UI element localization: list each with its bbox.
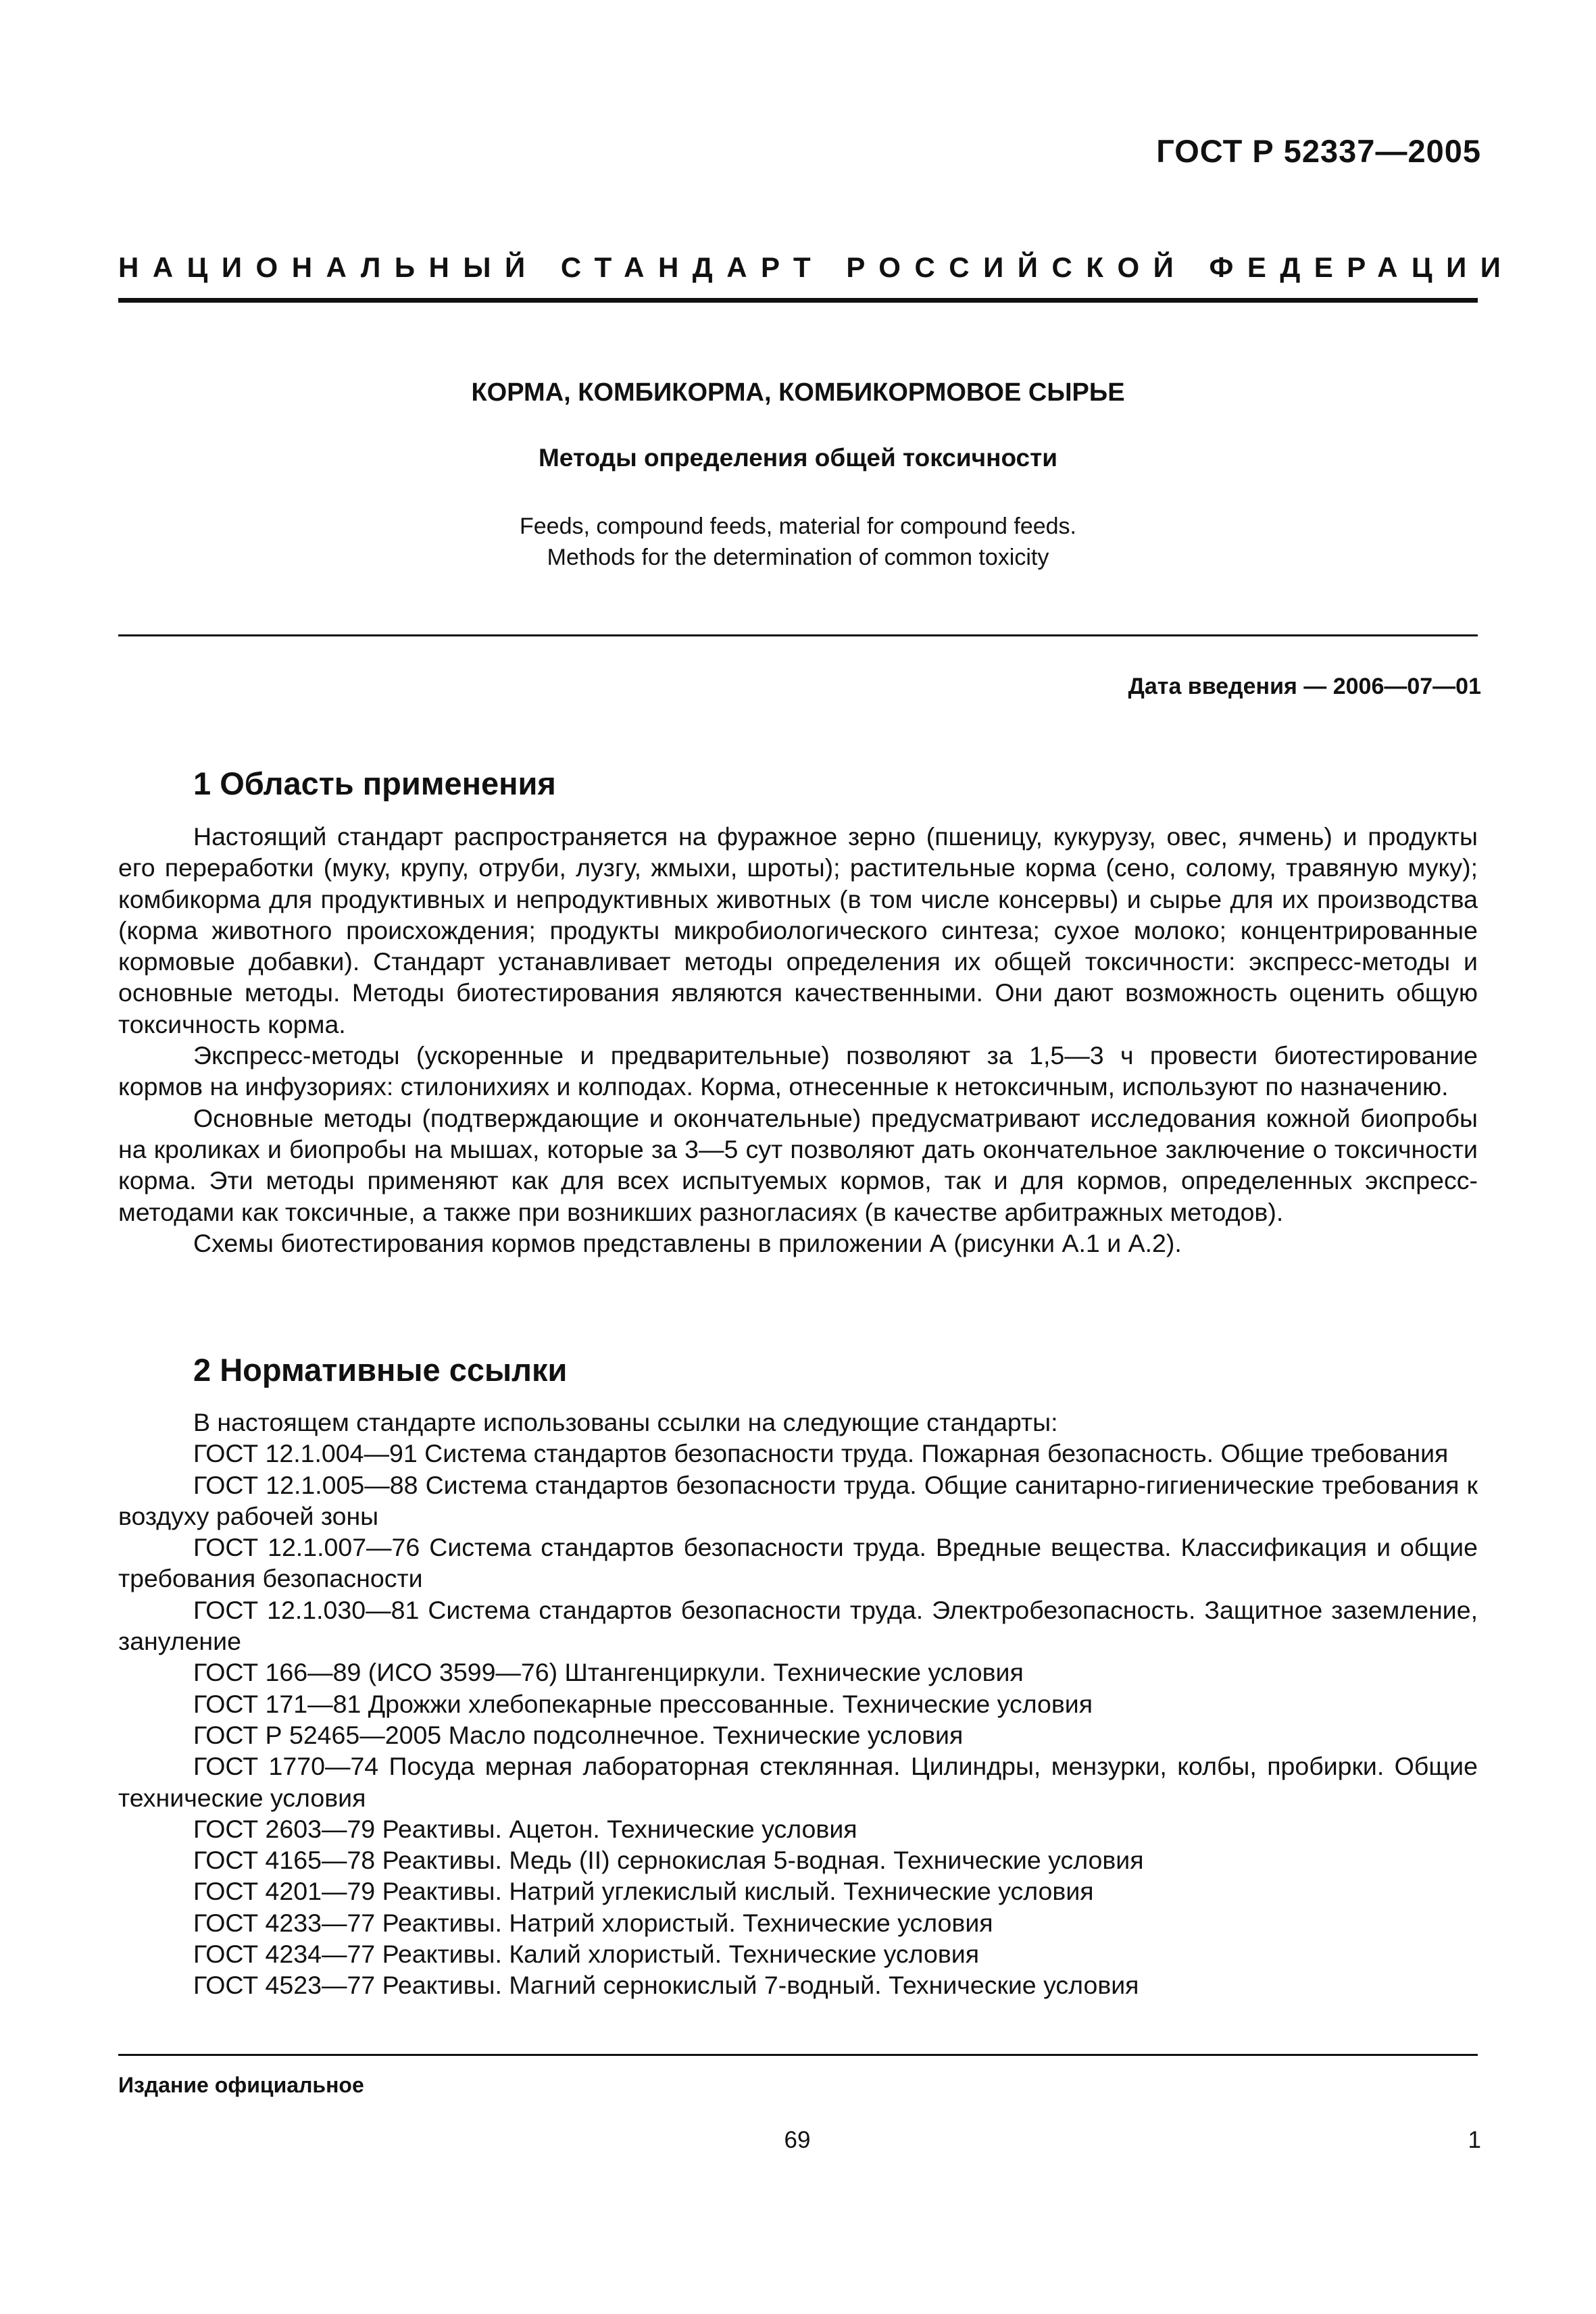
section-references-body <box>118 1407 1478 2001</box>
reference-item: ГОСТ 12.1.004—91 Система стандартов безопасности труда. Пожарная безопасность. Общие требования <box>193 1439 1449 1468</box>
reference-item: ГОСТ 4233—77 Реактивы. Натрий хлористый. Технические условия <box>193 1908 993 1937</box>
english-title-line-2: Methods for the determination of common toxicity <box>547 545 1049 570</box>
paragraph: Настоящий стандарт распространяется на фуражное зерно (пшеницу, кукурузу, овес, ячмень) и продукты его переработки (муку, крупу, отруби, лузгу, жмыхи, шроты); растительные корма (сено, солому, травяную муку); комбикорма для продуктивных и непродуктивных животных (в том числе консервы) и сырье для их производства (корма животного происхождения; продукты микробиологического синтеза; сухое молоко; концентрированные кормовые добавки). Стандарт устанавливает методы определения их общей токсичности: экспресс-методы и основные методы. Методы биотестирования являются качественными. Они дают возможность оценить общую токсичность корма. <box>118 822 1478 1038</box>
document-number: ГОСТ Р 52337—2005 <box>1156 133 1481 169</box>
header-divider <box>118 298 1478 303</box>
reference-item: ГОСТ 4165—78 Реактивы. Медь (II) сернокислая 5-водная. Технические условия <box>193 1846 1144 1875</box>
page-number-center: 69 <box>784 2127 811 2153</box>
reference-item: ГОСТ 4234—77 Реактивы. Калий хлористый. Технические условия <box>193 1940 980 1969</box>
title-divider <box>118 634 1478 636</box>
paragraph: Основные методы (подтверждающие и окончательные) предусматривают исследования кожной биопробы на кроликах и биопробы на мышах, которые за 3—5 сут позволяют дать окончательное заключение о токсичности корма. Эти методы применяют как для всех испытуемых кормов, так и для кормов, определенных экспресс-методами как токсичные, а также при возникших разногласиях (в качестве арбитражных методов). <box>118 1103 1478 1226</box>
reference-item: ГОСТ 4523—77 Реактивы. Магний сернокислый 7-водный. Технические условия <box>193 1971 1139 2000</box>
paragraph: Экспресс-методы (ускоренные и предварительные) позволяют за 1,5—3 ч провести биотестирование кормов на инфузориях: стилонихиях и колподах. Корма, отнесенные к нетоксичным, используют по назначению. <box>118 1041 1478 1101</box>
section-heading-references: 2 Нормативные ссылки <box>193 1352 568 1388</box>
reference-item: ГОСТ 12.1.007—76 Система стандартов безопасности труда. Вредные вещества. Классификация и общие требования безопасности <box>118 1533 1478 1593</box>
reference-item: ГОСТ 1770—74 Посуда мерная лабораторная стеклянная. Цилиндры, мензурки, колбы, пробирки. Общие технические условия <box>118 1752 1478 1812</box>
reference-item: ГОСТ 12.1.005—88 Система стандартов безопасности труда. Общие санитарно-гигиенические требования к воздуху рабочей зоны <box>118 1470 1478 1530</box>
reference-item: ГОСТ 2603—79 Реактивы. Ацетон. Технические условия <box>193 1814 857 1843</box>
reference-item: ГОСТ 171—81 Дрожжи хлебопекарные прессованные. Технические условия <box>193 1689 1093 1718</box>
paragraph: В настоящем стандарте использованы ссылки на следующие стандарты: <box>193 1408 1058 1436</box>
reference-item: ГОСТ Р 52465—2005 Масло подсолнечное. Технические условия <box>193 1720 964 1749</box>
page-number-right: 1 <box>1468 2127 1481 2153</box>
national-standard-banner: НАЦИОНАЛЬНЫЙ СТАНДАРТ РОССИЙСКОЙ ФЕДЕРАЦИИ <box>118 251 1515 283</box>
footer-divider <box>118 2054 1478 2056</box>
document-title: КОРМА, КОМБИКОРМА, КОМБИКОРМОВОЕ СЫРЬЕ <box>471 378 1125 407</box>
reference-item: ГОСТ 12.1.030—81 Система стандартов безопасности труда. Электробезопасность. Защитное заземление, зануление <box>118 1595 1478 1656</box>
reference-item: ГОСТ 166—89 (ИСО 3599—76) Штангенциркули. Технические условия <box>193 1658 1024 1687</box>
section-heading-scope: 1 Область применения <box>193 765 556 801</box>
document-subtitle: Методы определения общей токсичности <box>538 444 1058 472</box>
paragraph: Схемы биотестирования кормов представлены в приложении А (рисунки А.1 и А.2). <box>193 1228 1182 1257</box>
introduction-date: Дата введения — 2006—07—01 <box>1128 674 1481 699</box>
reference-item: ГОСТ 4201—79 Реактивы. Натрий углекислый кислый. Технические условия <box>193 1877 1094 1906</box>
english-title-line-1: Feeds, compound feeds, material for compound feeds. <box>519 513 1077 539</box>
official-edition-label: Издание официальное <box>118 2073 364 2097</box>
section-scope-body <box>118 821 1478 1259</box>
